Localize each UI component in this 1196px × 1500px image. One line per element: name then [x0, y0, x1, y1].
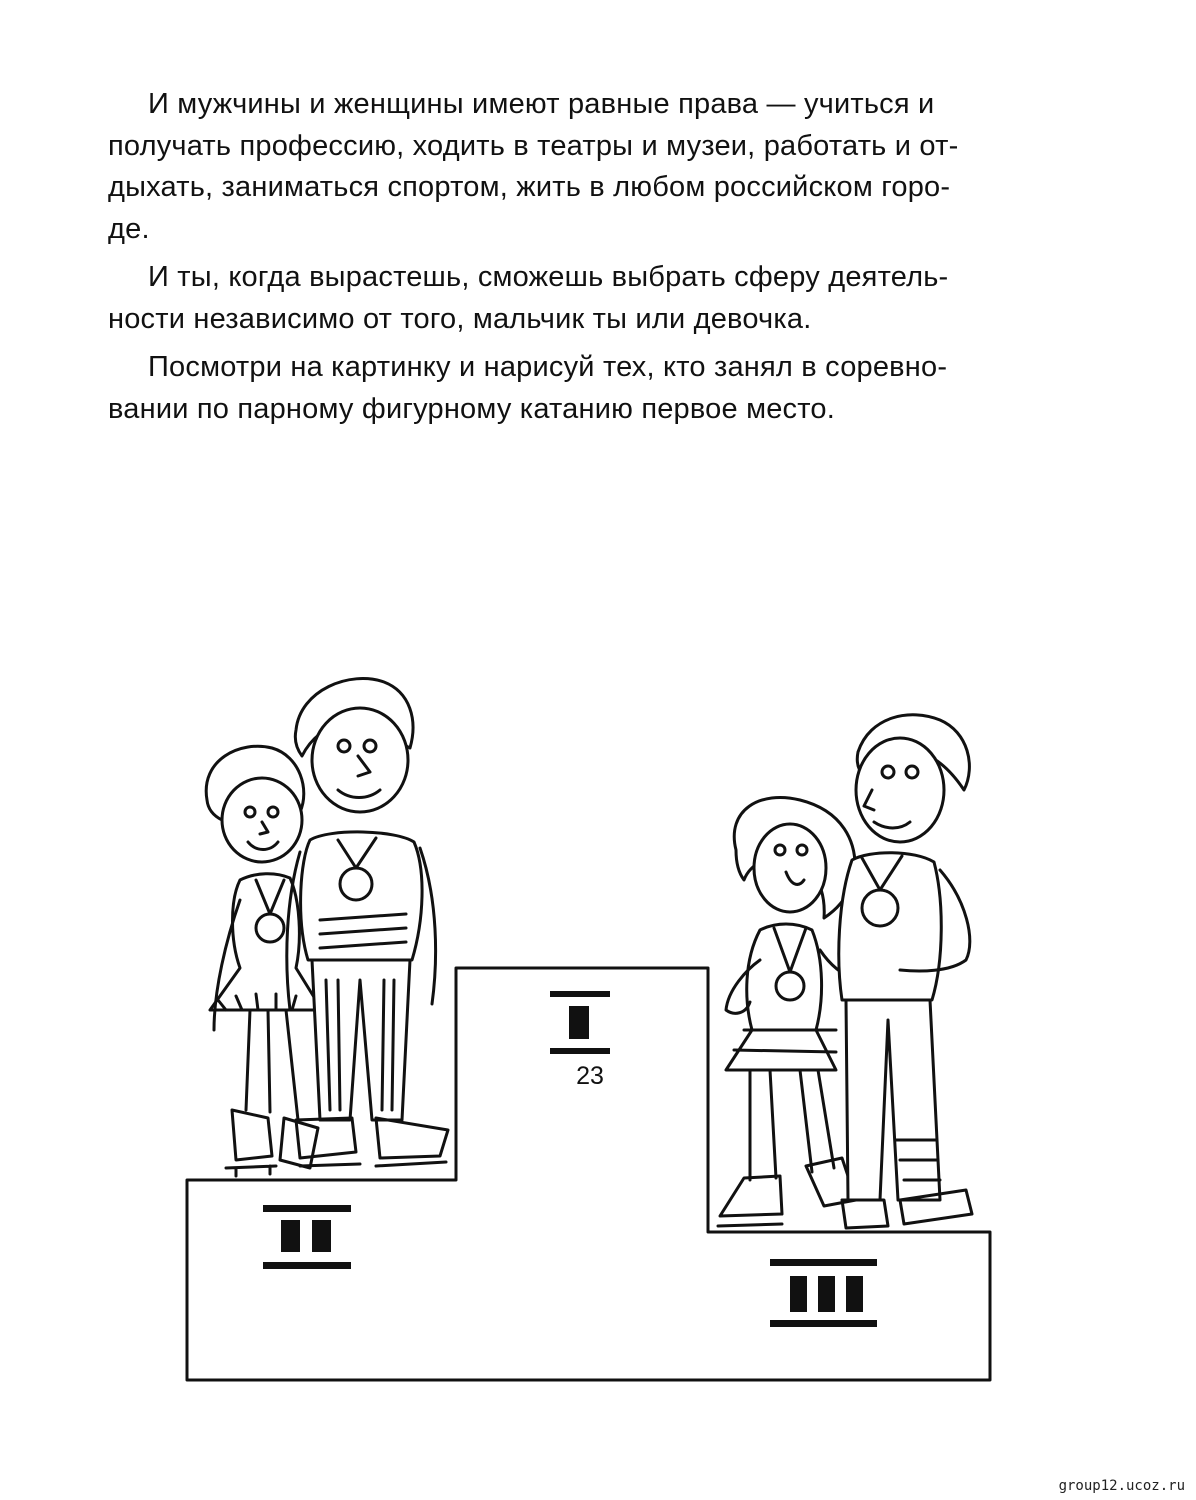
girl-skate-left	[720, 1176, 782, 1216]
skater-boy-third-place	[839, 715, 972, 1228]
boy-skate-right	[376, 1118, 448, 1158]
text-line: дыхать, заниматься спортом, жить в любом российском горо-	[108, 171, 951, 203]
podium-mark-first	[550, 991, 610, 1054]
boy-trousers	[846, 1000, 940, 1200]
podium-mark-third	[770, 1259, 877, 1327]
paragraph-1	[108, 84, 1044, 250]
girl-skate-left	[232, 1110, 272, 1160]
text-block	[108, 84, 1044, 437]
girl-medal	[256, 914, 284, 942]
skater-boy-second-place	[287, 679, 448, 1166]
text-line: ности независимо от того, мальчик ты или девочка.	[108, 302, 812, 335]
podium-mark-second	[263, 1205, 351, 1269]
boy-medal	[340, 868, 372, 900]
girl-face	[754, 824, 826, 912]
boy-medal	[862, 890, 898, 926]
skater-girl-second-place	[206, 746, 322, 1176]
boy-skate-left	[842, 1200, 888, 1228]
text-line: получать профессию, ходить в театры и музеи, работать и от-	[108, 129, 959, 162]
paragraph-2	[108, 257, 1044, 340]
text-line: Посмотри на картинку и нарисуй тех, кто занял в соревно-	[148, 351, 948, 383]
girl-medal	[776, 972, 804, 1000]
text-line: И мужчины и женщины имеют равные права — учиться и	[148, 88, 935, 120]
page-number: 23	[576, 1062, 604, 1090]
podium-illustration	[170, 660, 1010, 1400]
paragraph-3	[108, 347, 1044, 430]
site-watermark: group12.ucoz.ru	[1056, 1478, 1188, 1494]
text-line: И ты, когда вырастешь, сможешь выбрать сферу деятель-	[148, 261, 949, 293]
text-line: де.	[108, 212, 150, 245]
text-line: вании по парному фигурному катанию первое место.	[108, 392, 835, 425]
